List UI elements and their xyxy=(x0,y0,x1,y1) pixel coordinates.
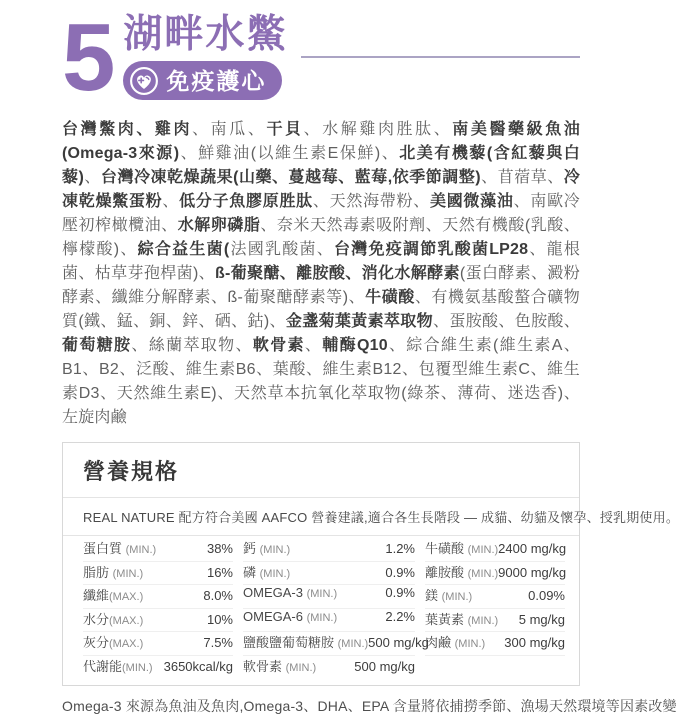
ingredient-segment: 干貝 xyxy=(266,121,304,138)
ingredient-segment: 金盞菊葉黃素萃取物 xyxy=(285,313,433,330)
nutrient-label: 軟骨素 (MIN.) xyxy=(243,658,317,674)
ingredient-segment: 、鮮雞油(以維生素E保鮮)、 xyxy=(179,145,400,162)
ingredient-segment: 低分子魚膠原胜肽 xyxy=(179,193,313,210)
nutrition-row xyxy=(243,538,415,562)
nutrient-label: 葉黃素 (MIN.) xyxy=(425,611,499,627)
nutrient-label: 鈣 (MIN.) xyxy=(243,541,291,556)
ingredient-segment: 台灣鱉肉、雞肉 xyxy=(62,121,193,138)
nutrient-qualifier: (MIN.) xyxy=(306,588,338,600)
ingredient-segment: 、水解雞肉胜肽、 xyxy=(303,121,453,138)
nutrient-value: 10% xyxy=(206,611,233,627)
nutrient-label: OMEGA-6 (MIN.) xyxy=(243,608,338,624)
ingredient-segment: 北美有機藜(含紅藜與白藜) xyxy=(62,145,580,186)
nutrient-qualifier: (MIN.) xyxy=(467,544,499,556)
nutrition-row xyxy=(83,538,233,562)
ingredient-segment: 、苜蓿草、 xyxy=(480,169,564,186)
nutrition-column xyxy=(83,538,233,679)
ingredient-segment: ß-葡聚醣、離胺酸、消化水解酵素 xyxy=(215,265,460,282)
ingredient-segment: 冷凍乾燥鱉蛋粉 xyxy=(62,169,580,210)
nutrition-row xyxy=(83,656,233,680)
ingredient-segment: 、 xyxy=(162,193,180,210)
nutrient-qualifier: (MIN.) xyxy=(285,661,317,674)
nutrient-qualifier: (MIN.) xyxy=(441,591,473,603)
nutrient-qualifier: (MAX.) xyxy=(109,638,144,650)
nutrient-label: OMEGA-3 (MIN.) xyxy=(243,585,338,600)
nutrition-row xyxy=(243,585,415,609)
immune-heart-badge xyxy=(123,61,282,100)
nutrition-row xyxy=(243,656,415,680)
nutrient-qualifier: (MAX.) xyxy=(109,591,144,603)
header xyxy=(62,4,580,111)
ingredient-segment: 葡萄糖胺 xyxy=(62,337,132,354)
nutrient-value: 2400 mg/kg xyxy=(498,541,567,556)
nutrient-qualifier: (MIN.) xyxy=(122,661,153,674)
nutrient-label: 灰分(MAX.) xyxy=(83,635,144,650)
nutrient-qualifier: (MIN.) xyxy=(259,544,291,556)
nutrient-value: 0.09% xyxy=(528,588,565,603)
nutrient-qualifier: (MIN.) xyxy=(306,611,338,624)
ingredient-segment: 、 xyxy=(84,169,101,186)
ingredient-segment: 、綜合維生素(維生素A、B1、B2、泛酸、維生素B6、葉酸、維生素B12、包覆型維生素C、維生素D3、天然維生素E)、天然草本抗氧化萃取物(綠茶、薄荷、迷迭香)、左旋肉鹼 xyxy=(62,337,580,426)
nutrient-qualifier: (MIN.) xyxy=(112,567,144,580)
nutrient-label: 脂肪 (MIN.) xyxy=(83,564,144,580)
ingredient-segment: 、有機氨基酸螯合礦物質(鐵、錳、銅、鋅、硒、鈷)、 xyxy=(62,289,580,330)
nutrition-row xyxy=(83,632,233,656)
nutrient-value: 1.2% xyxy=(385,541,415,556)
aafco-note: REAL NATURE 配方符合美國 AAFCO 營養建議,適合各生長階段 — 成貓、幼貓及懷孕、授乳期使用。 xyxy=(83,510,679,525)
nutrient-value: 0.9% xyxy=(385,564,415,580)
nutrient-label: 水分(MAX.) xyxy=(83,611,144,627)
ingredient-segment: 、南歐冷壓初榨橄欖油、 xyxy=(62,193,581,234)
ingredient-segment: 、龍根菌、枯草芽孢桿菌)、 xyxy=(62,241,581,282)
ingredient-segment: 、南瓜、 xyxy=(192,121,267,138)
nutrient-qualifier: (MIN.) xyxy=(467,614,499,627)
nutrient-label: 磷 (MIN.) xyxy=(243,564,291,580)
nutrient-value: 38% xyxy=(206,541,233,556)
ingredient-segment: 、蛋胺酸、色胺酸、 xyxy=(433,313,580,330)
nutrient-value: 300 mg/kg xyxy=(504,635,565,650)
badge-label: 免疫護心 xyxy=(166,67,267,94)
nutrient-label: 蛋白質 (MIN.) xyxy=(83,541,157,556)
nutrition-column xyxy=(243,538,429,679)
nutrition-box xyxy=(62,442,679,686)
product-title: 湖畔水鱉 xyxy=(123,13,288,56)
header-divider-line xyxy=(301,56,580,58)
nutrient-value: 16% xyxy=(206,564,233,580)
ingredient-segment: 、 xyxy=(304,337,323,354)
nutrition-row xyxy=(243,632,429,656)
nutrient-value: 8.0% xyxy=(203,588,233,603)
nutrient-qualifier: (MIN.) xyxy=(259,567,291,580)
ingredient-segment: 美國微藻油 xyxy=(429,193,514,210)
nutrient-qualifier: (MIN.) xyxy=(454,638,486,650)
header-title-group xyxy=(123,12,287,100)
ingredient-segment: (蛋白酵素、澱粉酵素、纖維分解酵素、ß-葡聚醣酵素等)、 xyxy=(62,265,580,306)
nutrient-value: 9000 mg/kg xyxy=(498,564,567,580)
ingredient-segment: 、絲蘭萃取物、 xyxy=(131,337,253,354)
ingredient-segment: 綜合益生菌( xyxy=(137,241,230,258)
nutrient-value: 5 mg/kg xyxy=(518,611,565,627)
nutrient-qualifier: (MIN.) xyxy=(125,544,157,556)
heart-plus-icon xyxy=(129,66,159,96)
nutrition-row xyxy=(425,609,565,633)
ingredient-segment: 台灣冷凍乾燥蔬果(山藥、蔓越莓、藍莓,依季節調整) xyxy=(100,169,481,186)
nutrition-row xyxy=(425,538,565,562)
product-number: 5 xyxy=(62,4,114,111)
nutrient-qualifier: (MIN.) xyxy=(467,567,499,580)
ingredient-segment: 南美醫藥級魚油(Omega-3來源) xyxy=(62,121,580,162)
nutrient-label: 牛磺酸 (MIN.) xyxy=(425,541,499,556)
nutrient-qualifier: (MIN.) xyxy=(337,638,369,650)
nutrition-row xyxy=(83,609,233,633)
nutrition-table xyxy=(81,536,567,685)
nutrient-label: 鹽酸鹽葡萄糖胺 (MIN.) xyxy=(243,635,369,650)
ingredient-segment: 台灣免疫調節乳酸菌LP28 xyxy=(333,241,529,258)
ingredient-segment: 軟骨素 xyxy=(252,337,305,354)
ingredient-segment: 、奈米天然毒素吸附劑、天然有機酸(乳酸、檸檬酸)、 xyxy=(62,217,580,258)
nutrient-label: 離胺酸 (MIN.) xyxy=(425,564,499,580)
nutrient-value: 0.9% xyxy=(385,585,415,600)
ingredient-segment: 牛磺酸 xyxy=(365,289,415,306)
nutrient-label: 鎂 (MIN.) xyxy=(425,588,473,603)
nutrient-label: 肉鹼 (MIN.) xyxy=(425,635,486,650)
nutrition-row xyxy=(425,585,565,609)
nutrition-title: 營養規格 xyxy=(83,459,180,484)
nutrient-label: 代謝能(MIN.) xyxy=(83,658,153,674)
nutrient-label: 纖維(MAX.) xyxy=(83,588,144,603)
nutrient-value: 3650kcal/kg xyxy=(163,658,233,674)
nutrition-row xyxy=(243,609,415,633)
nutrition-row xyxy=(83,562,233,586)
nutrient-value: 2.2% xyxy=(385,608,415,624)
nutrient-value: 500 mg/kg xyxy=(354,658,415,674)
nutrition-row xyxy=(425,632,565,656)
nutrition-row xyxy=(83,585,233,609)
nutrition-row xyxy=(243,562,415,586)
nutrition-row xyxy=(425,656,565,680)
ingredient-segment: 、天然海帶粉、 xyxy=(312,193,430,210)
nutrition-row xyxy=(425,562,565,586)
divider xyxy=(63,497,579,498)
omega3-footnote: Omega-3 來源為魚油及魚肉,Omega-3、DHA、EPA 含量將依捕撈季節、漁場天然環境等因素改變 xyxy=(62,698,677,714)
nutrient-qualifier: (MAX.) xyxy=(109,614,144,627)
nutrient-value: 7.5% xyxy=(203,635,233,650)
nutrient-value: 500 mg/kg xyxy=(368,635,429,650)
ingredient-segment: 法國乳酸菌、 xyxy=(229,241,334,258)
ingredients-paragraph xyxy=(62,118,580,430)
nutrition-column xyxy=(425,538,565,679)
ingredient-segment: 輔酶Q10 xyxy=(322,337,388,354)
ingredient-segment: 水解卵磷脂 xyxy=(177,217,261,234)
